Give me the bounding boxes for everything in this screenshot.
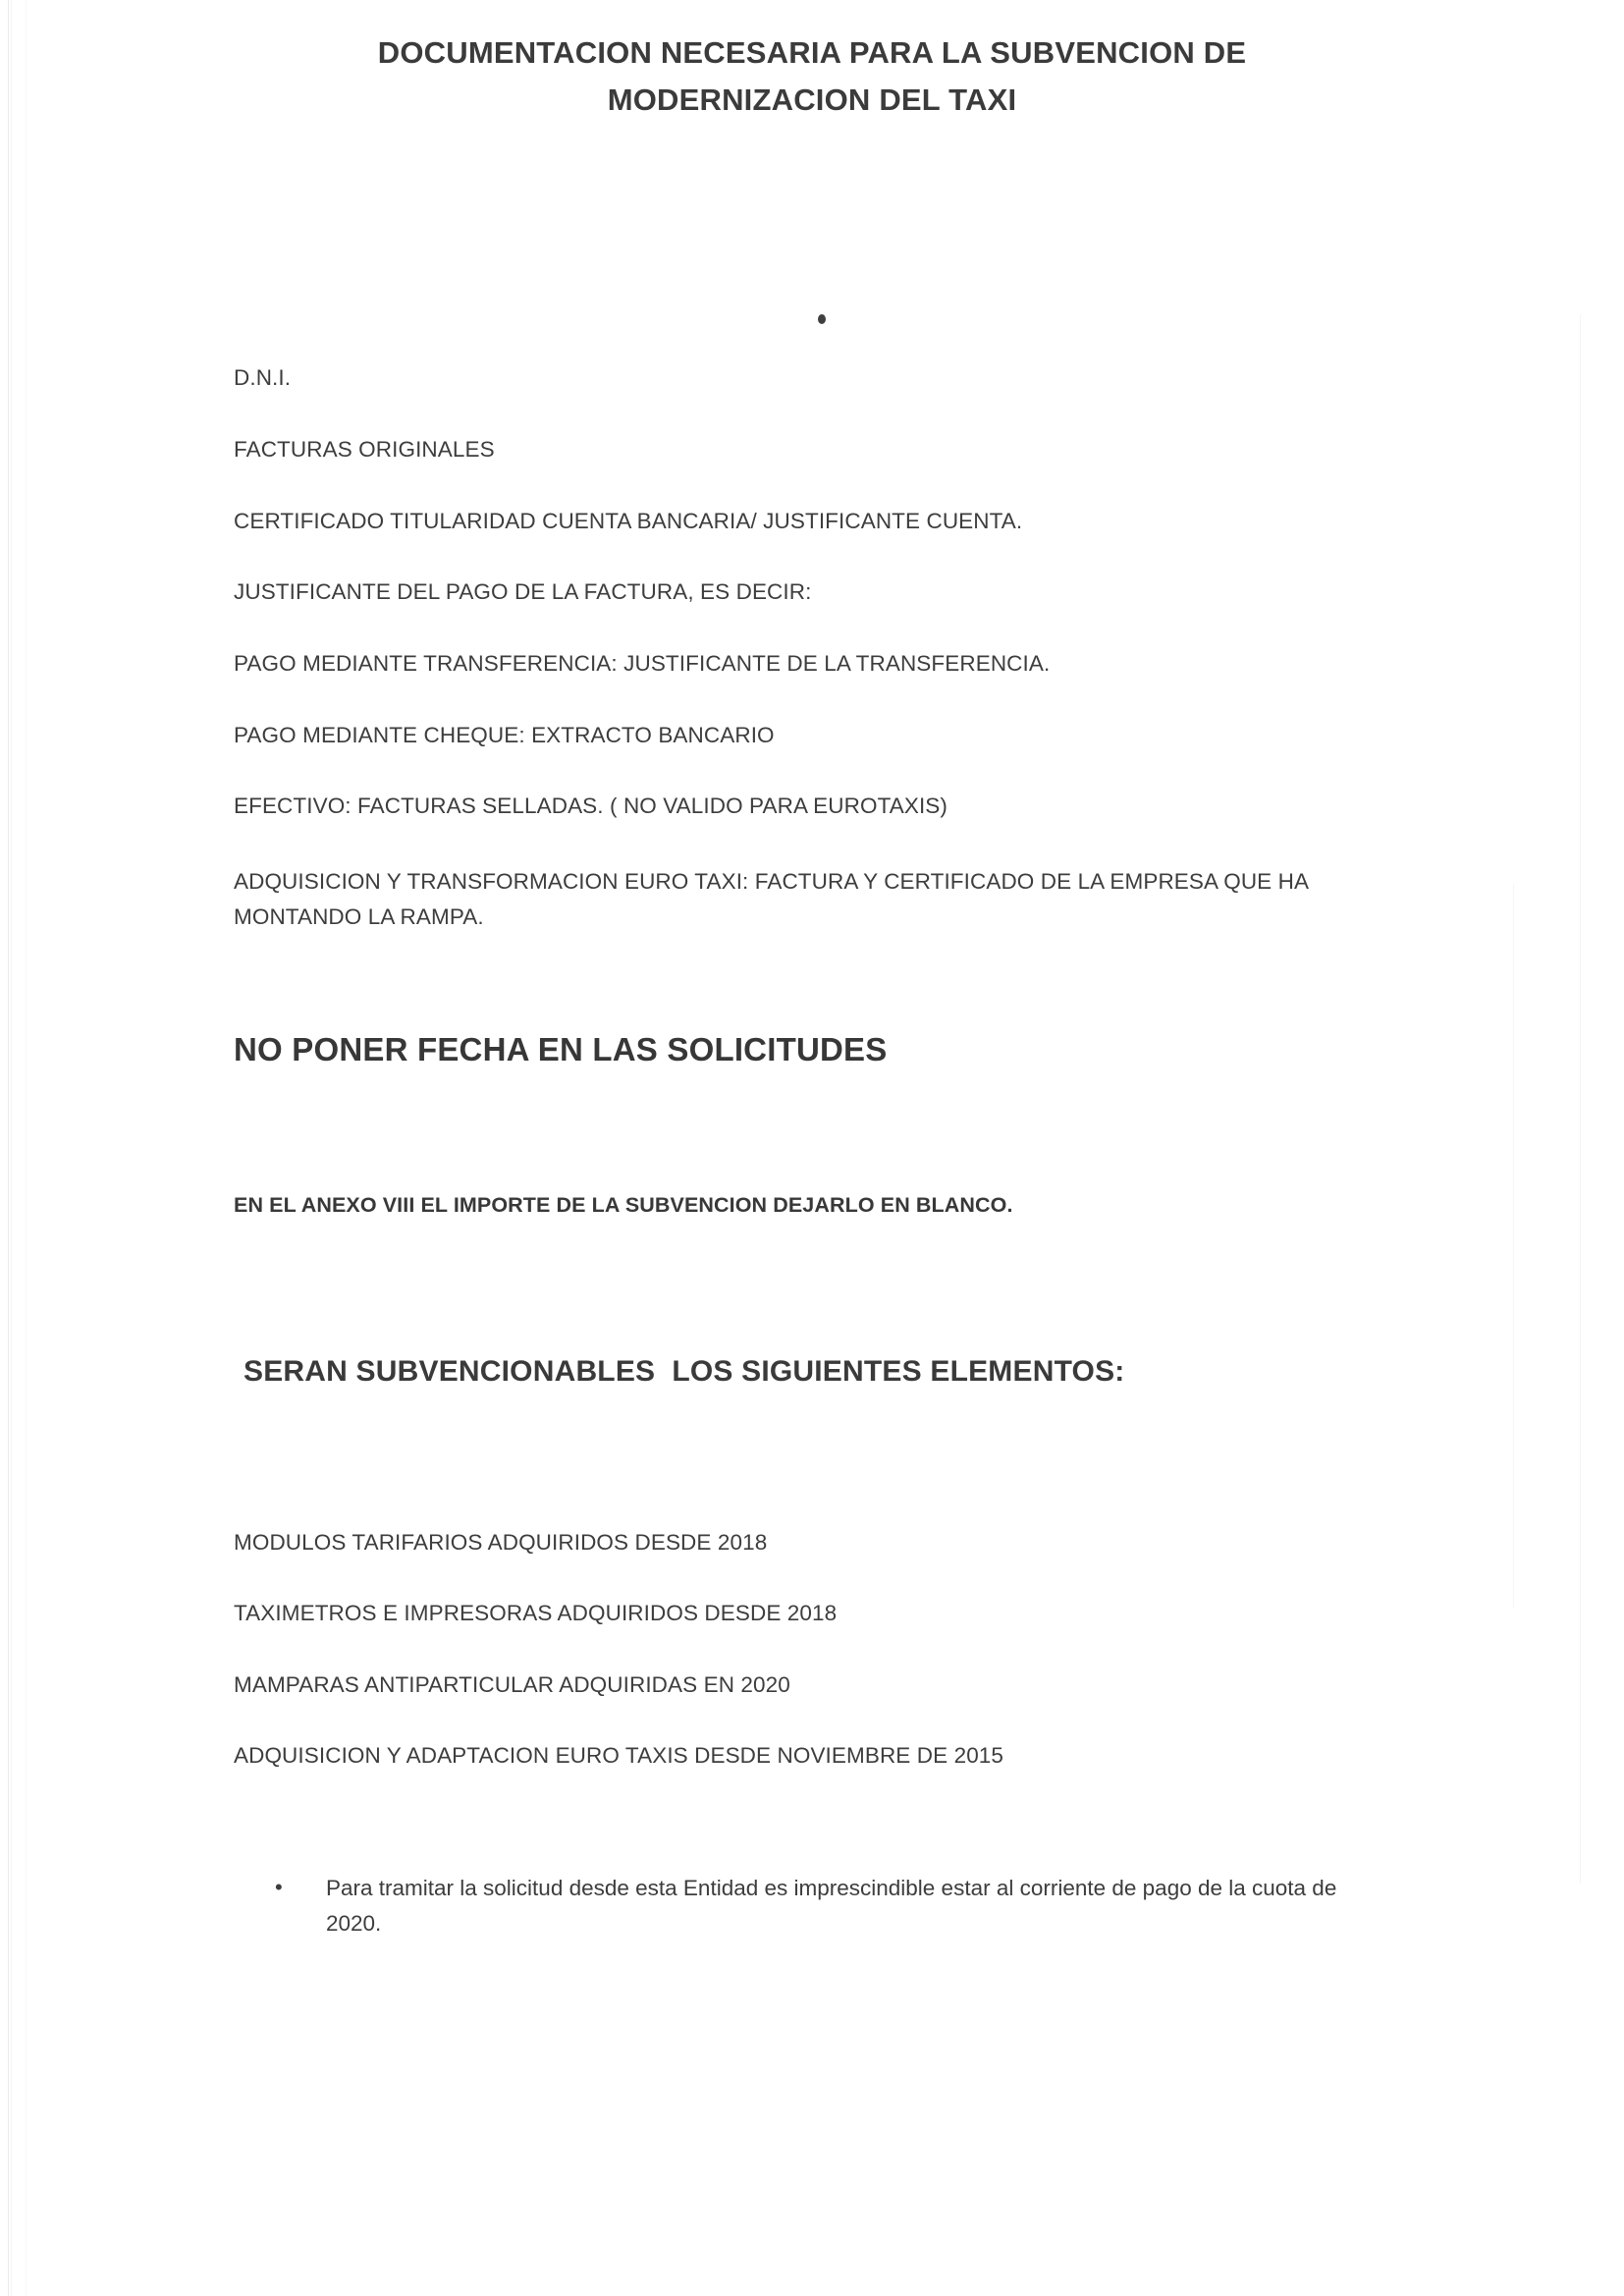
euro-taxi-paragraph: ADQUISICION Y TRANSFORMACION EURO TAXI: FACTURA Y CERTIFICADO DE LA EMPRESA QUE HA MONTANDO LA RAMPA. bbox=[234, 869, 1308, 929]
scan-artifact-line bbox=[8, 0, 9, 2296]
scan-artifact-line bbox=[26, 0, 27, 2296]
required-document-cheque: PAGO MEDIANTE CHEQUE: EXTRACTO BANCARIO bbox=[234, 723, 775, 747]
required-document-efectivo: EFECTIVO: FACTURAS SELLADAS. ( NO VALIDO PARA EUROTAXIS) bbox=[234, 793, 948, 818]
required-document-facturas: FACTURAS ORIGINALES bbox=[234, 437, 495, 462]
eligible-item-taximetros: TAXIMETROS E IMPRESORAS ADQUIRIDOS DESDE 2018 bbox=[234, 1601, 838, 1625]
stray-bullet-dot-icon bbox=[818, 314, 826, 324]
scan-artifact-line bbox=[1580, 314, 1581, 1884]
footer-bullet-item bbox=[275, 1871, 1355, 1942]
bullet-point-icon: • bbox=[275, 1875, 283, 1899]
notice-heading-no-fecha: NO PONER FECHA EN LAS SOLICITUDES bbox=[234, 1031, 888, 1067]
document-title-line-2: MODERNIZACION DEL TAXI bbox=[607, 82, 1017, 117]
required-document-certificado-cuenta: CERTIFICADO TITULARIDAD CUENTA BANCARIA/ JUSTIFICANTE CUENTA. bbox=[234, 509, 1023, 533]
required-document-dni: D.N.I. bbox=[234, 365, 292, 390]
eligible-elements-heading: SERAN SUBVENCIONABLES LOS SIGUIENTES ELEMENTOS: bbox=[244, 1355, 1125, 1388]
eligible-item-mamparas: MAMPARAS ANTIPARTICULAR ADQUIRIDAS EN 2020 bbox=[234, 1672, 790, 1697]
annex-notice: EN EL ANEXO VIII EL IMPORTE DE LA SUBVENCION DEJARLO EN BLANCO. bbox=[234, 1193, 1013, 1217]
eligible-item-modulos-tarifarios: MODULOS TARIFARIOS ADQUIRIDOS DESDE 2018 bbox=[234, 1530, 768, 1555]
required-document-justificante-pago: JUSTIFICANTE DEL PAGO DE LA FACTURA, ES DECIR: bbox=[234, 579, 812, 604]
scan-artifact-line bbox=[11, 0, 12, 2296]
eligible-item-euro-taxis: ADQUISICION Y ADAPTACION EURO TAXIS DESDE NOVIEMBRE DE 2015 bbox=[234, 1743, 1004, 1768]
scan-artifact-line bbox=[1513, 884, 1514, 1609]
footer-bullet-text: Para tramitar la solicitud desde esta Entidad es imprescindible estar al corriente de pago de la cuota de 2020. bbox=[326, 1876, 1337, 1937]
required-document-transferencia: PAGO MEDIANTE TRANSFERENCIA: JUSTIFICANTE DE LA TRANSFERENCIA. bbox=[234, 651, 1051, 676]
document-title-line-1: DOCUMENTACION NECESARIA PARA LA SUBVENCION DE bbox=[377, 35, 1247, 70]
